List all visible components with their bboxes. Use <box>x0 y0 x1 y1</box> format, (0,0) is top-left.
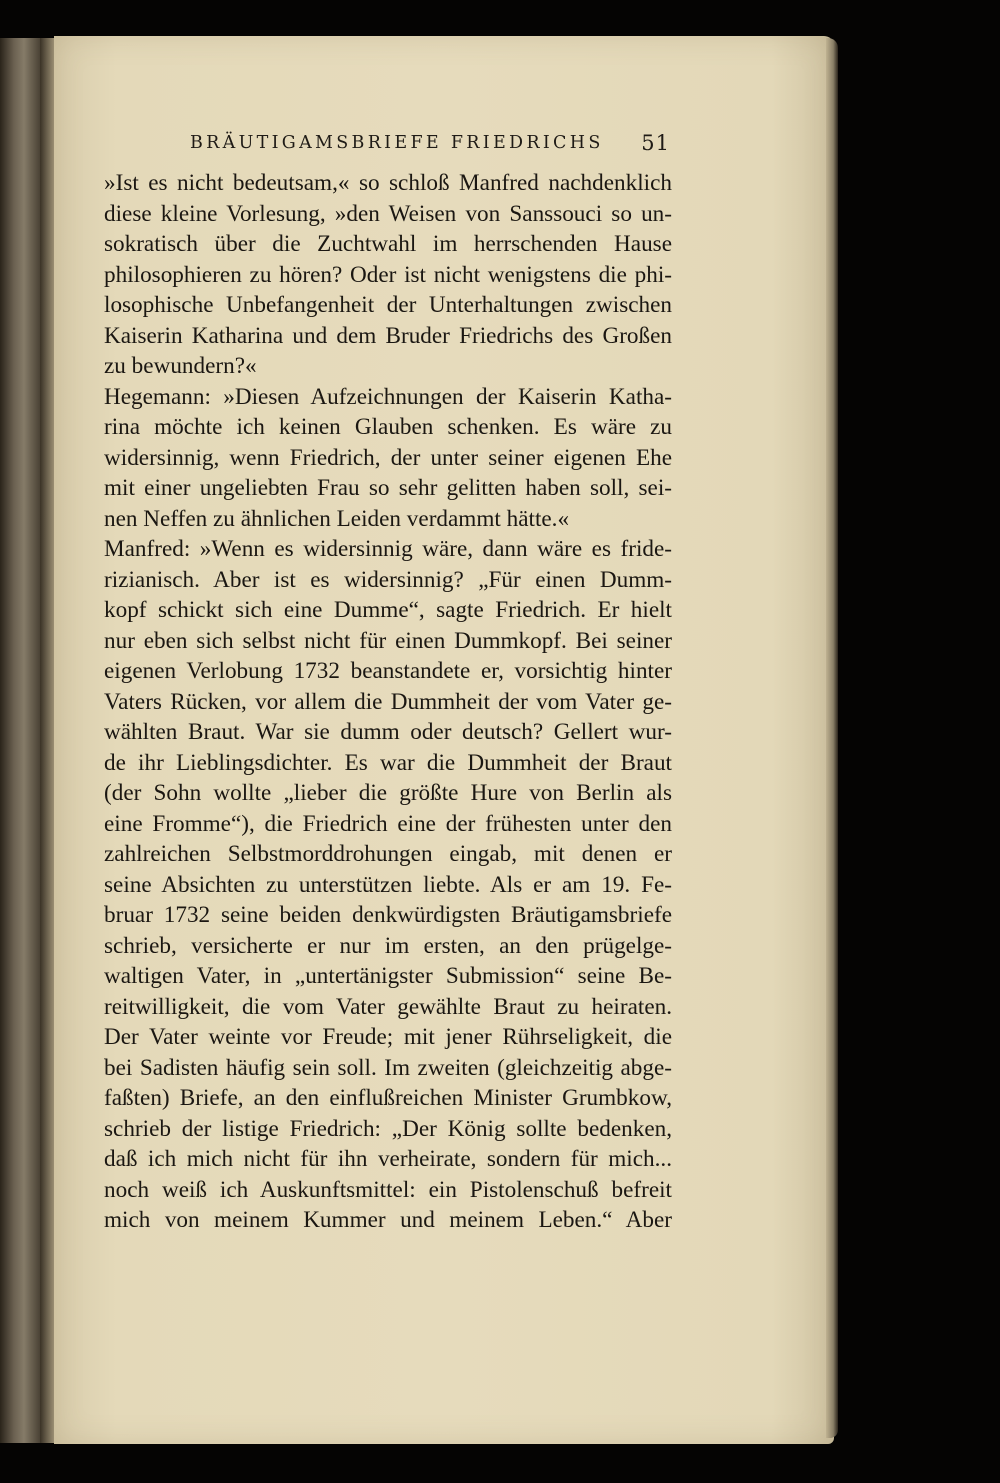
page-edge-right <box>826 38 838 1438</box>
text-line: bei Sadisten häufig sein soll. Im zweiten (gleichzeitig abge- <box>104 1054 672 1081</box>
text-line: (der Sohn wollte „lieber die größte Hure von Berlin als <box>104 780 672 806</box>
text-line: de ihr Lieblingsdichter. Es war die Dummheit der Braut <box>104 749 672 776</box>
text-line: seine Absichten zu unterstützen liebte. Als er am 19. Fe- <box>104 871 672 898</box>
text-line: zu bewundern?« <box>104 353 257 379</box>
text-line: noch weiß ich Auskunftsmittel: ein Pistolenschuß befreit <box>104 1176 672 1203</box>
previous-page-edge <box>0 38 40 1443</box>
text-line: faßten) Briefe, an den einflußreichen Minister Grumbkow, <box>104 1085 672 1111</box>
page-number: 51 <box>641 131 670 155</box>
text-line: daß ich mich nicht für ihn verheirate, sondern für mich... <box>104 1146 672 1172</box>
text-line: diese kleine Vorlesung, »den Weisen von Sanssouci so un- <box>104 200 672 227</box>
text-line: widersinnig, wenn Friedrich, der unter seiner eigenen Ehe <box>104 444 672 471</box>
text-line: eigenen Verlobung 1732 beanstandete er, vorsichtig hinter <box>104 658 672 684</box>
text-line: sokratisch über die Zuchtwahl im herrschenden Hause <box>104 231 672 257</box>
running-head-title: BRÄUTIGAMSBRIEFE FRIEDRICHS <box>190 133 604 153</box>
text-line: Kaiserin Katharina und dem Bruder Friedrichs des Großen <box>104 322 672 349</box>
text-line: mit einer ungeliebten Frau so sehr gelitten haben soll, sei- <box>104 475 672 501</box>
text-line: philosophieren zu hören? Oder ist nicht wenigstens die phi- <box>104 261 672 288</box>
text-line: wählten Braut. War sie dumm oder deutsch? Gellert wur- <box>104 719 672 745</box>
text-line: Der Vater weinte vor Freude; mit jener Rührseligkeit, die <box>104 1024 672 1050</box>
text-line: rina möchte ich keinen Glauben schenken. Es wäre zu <box>104 414 672 440</box>
text-line: waltigen Vater, in „untertänigster Submission“ seine Be- <box>104 963 672 989</box>
text-line: nur eben sich selbst nicht für einen Dummkopf. Bei seiner <box>104 627 672 654</box>
text-line: kopf schickt sich eine Dumme“, sagte Friedrich. Er hielt <box>104 597 672 623</box>
text-line: eine Fromme“), die Friedrich eine der frühesten unter den <box>104 810 672 837</box>
text-line: schrieb der listige Friedrich: „Der König sollte bedenken, <box>104 1115 672 1142</box>
text-line: rizianisch. Aber ist es widersinnig? „Für einen Dumm- <box>104 566 672 593</box>
text-line: schrieb, versicherte er nur im ersten, an den prügelge- <box>104 932 672 959</box>
text-line: Hegemann: »Diesen Aufzeichnungen der Kaiserin Katha- <box>104 383 672 410</box>
running-head <box>190 131 670 161</box>
text-line: »Ist es nicht bedeutsam,« so schloß Manfred nachdenklich <box>104 170 672 196</box>
text-line: zahlreichen Selbstmorddrohungen eingab, mit denen er <box>104 841 672 867</box>
text-line: losophische Unbefangenheit der Unterhaltungen zwischen <box>104 292 672 318</box>
body-text <box>104 168 672 1236</box>
text-line: Vaters Rücken, vor allem die Dummheit der vom Vater ge- <box>104 688 672 715</box>
text-line: Manfred: »Wenn es widersinnig wäre, dann wäre es fride- <box>104 536 672 562</box>
text-line: mich von meinem Kummer und meinem Leben.“ Aber <box>104 1207 672 1233</box>
text-line: bruar 1732 seine beiden denkwürdigsten Bräutigamsbriefe <box>104 902 672 928</box>
text-line: nen Neffen zu ähnlichen Leiden verdammt hätte.« <box>104 505 570 532</box>
text-line: reitwilligkeit, die vom Vater gewählte Braut zu heiraten. <box>104 993 672 1020</box>
